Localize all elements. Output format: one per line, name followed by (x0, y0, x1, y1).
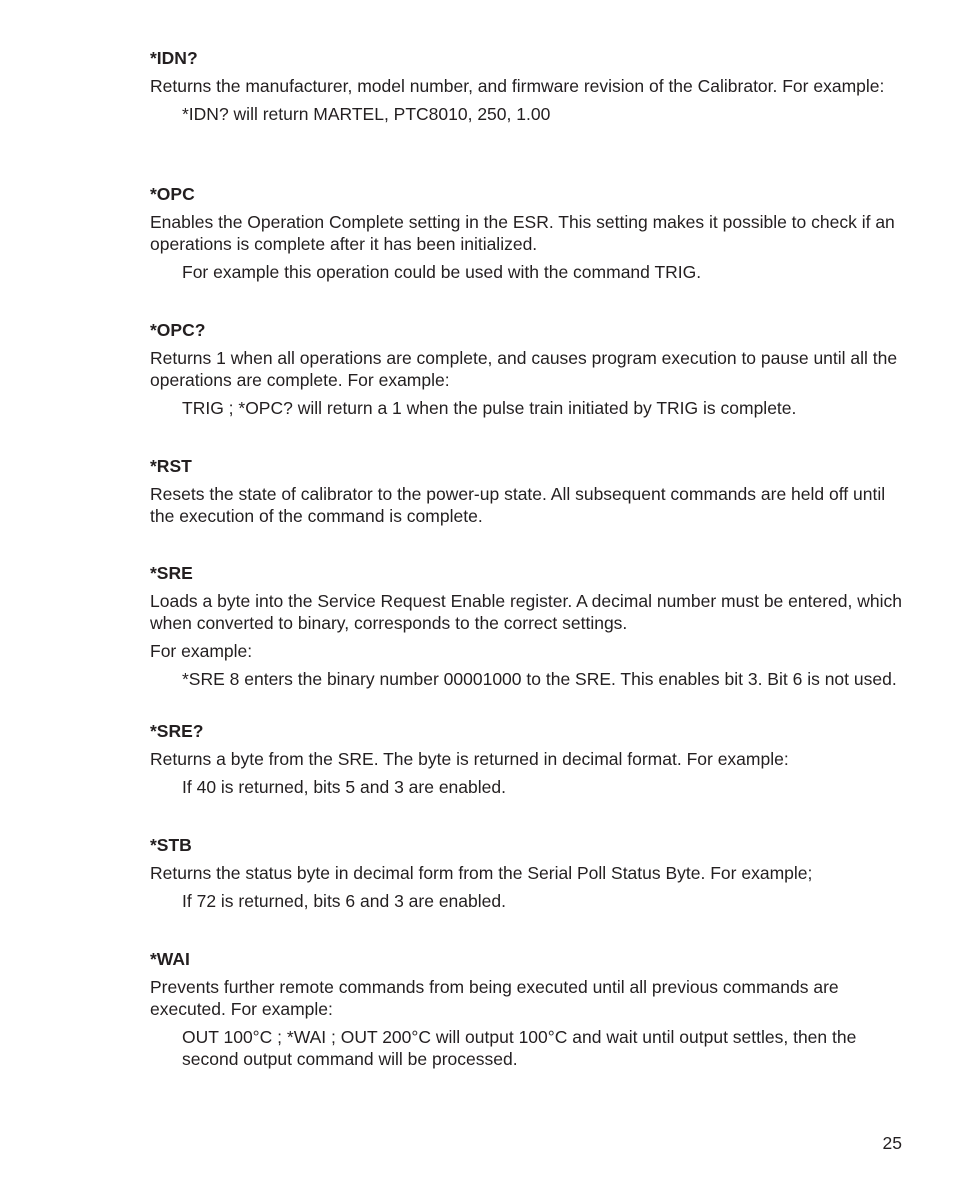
command-opc (150, 183, 902, 283)
command-description: Prevents further remote commands from being executed until all previous commands are executed. For example: (150, 977, 839, 1019)
command-rst (150, 455, 902, 527)
command-description: Returns 1 when all operations are complete, and causes program execution to pause until all the operations are complete. For example: (150, 348, 898, 390)
command-example: If 40 is returned, bits 5 and 3 are enabled. (182, 777, 506, 797)
command-title: *WAI (150, 949, 190, 969)
command-description: Enables the Operation Complete setting in the ESR. This setting makes it possible to check if an operations is complete after it has been initialized. (150, 212, 895, 254)
command-sre (150, 562, 902, 690)
command-example: *IDN? will return MARTEL, PTC8010, 250, 1.00 (182, 104, 551, 124)
command-title: *SRE? (150, 721, 204, 741)
command-example: *SRE 8 enters the binary number 00001000 to the SRE. This enables bit 3. Bit 6 is not used. (182, 669, 897, 689)
command-description: Returns the manufacturer, model number, and firmware revision of the Calibrator. For example: (150, 76, 885, 96)
command-description: Returns the status byte in decimal form from the Serial Poll Status Byte. For example; (150, 863, 813, 883)
command-sre-query (150, 720, 902, 798)
command-stb (150, 834, 902, 912)
command-opc-query (150, 319, 902, 419)
page-number: 25 (882, 1133, 902, 1153)
command-wai (150, 948, 902, 1070)
command-description: Returns a byte from the SRE. The byte is returned in decimal format. For example: (150, 749, 789, 769)
command-idn-query (150, 47, 902, 125)
command-description: Resets the state of calibrator to the power-up state. All subsequent commands are held off until the execution of the command is complete. (150, 484, 886, 526)
command-example: If 72 is returned, bits 6 and 3 are enabled. (182, 891, 506, 911)
command-extra: For example: (150, 641, 253, 661)
command-title: *RST (150, 456, 192, 476)
command-title: *SRE (150, 563, 193, 583)
command-description: Loads a byte into the Service Request Enable register. A decimal number must be entered, which when converted to binary, corresponds to the correct settings. (150, 591, 902, 633)
command-title: *STB (150, 835, 192, 855)
command-title: *OPC (150, 184, 195, 204)
command-example: OUT 100°C ; *WAI ; OUT 200°C will output 100°C and wait until output settles, then the second output command will be processed. (182, 1027, 857, 1069)
command-title: *IDN? (150, 48, 198, 68)
command-example: For example this operation could be used with the command TRIG. (182, 262, 702, 282)
command-title: *OPC? (150, 320, 206, 340)
command-example: TRIG ; *OPC? will return a 1 when the pulse train initiated by TRIG is complete. (182, 398, 797, 418)
